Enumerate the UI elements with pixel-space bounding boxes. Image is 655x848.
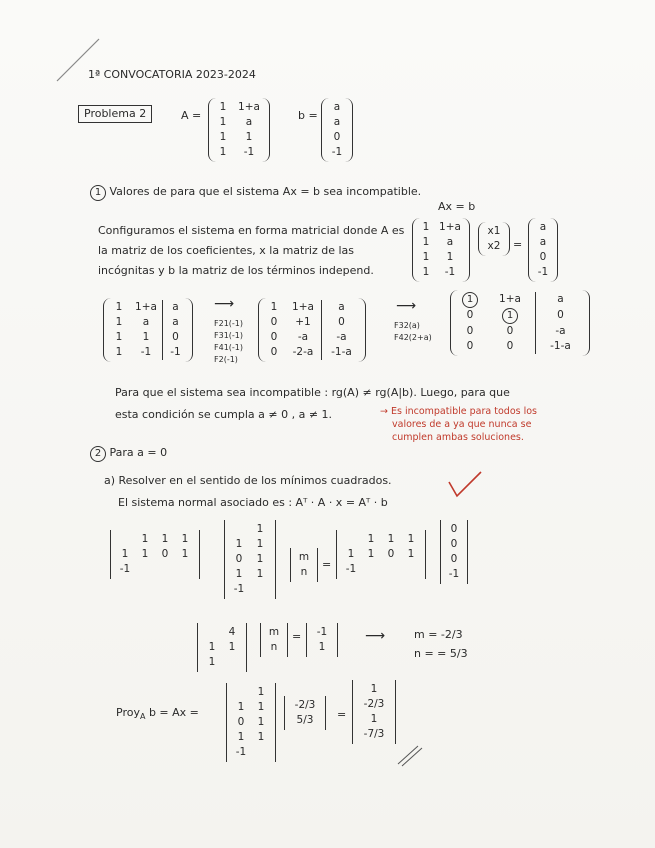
matrix-cell: 1 xyxy=(115,331,123,343)
matrix-cell: 1 xyxy=(245,131,253,143)
matrix-cell: 1 xyxy=(257,716,265,728)
matrix-cell: -1 xyxy=(444,266,456,278)
matrix-cell: 1 xyxy=(208,641,216,653)
matrix-cell: 1 xyxy=(318,641,326,653)
matrix-cell: -a xyxy=(535,324,585,339)
convocatoria-header: 1ª CONVOCATORIA 2023-2024 xyxy=(88,68,256,81)
matrix-cell: 1 xyxy=(446,251,454,263)
matrix-cell: 0 xyxy=(506,325,514,337)
matrix-cell: -1 xyxy=(448,568,460,580)
matrix-cell: x1 xyxy=(487,225,501,237)
row-ops-2 xyxy=(394,320,432,344)
matrix-cell: 1+a xyxy=(135,301,157,313)
matrix-cell: a xyxy=(162,315,188,330)
matrix-cell: -2/3 xyxy=(363,698,385,710)
matrix-cell: a xyxy=(162,300,188,315)
row-operation: F31(-1) xyxy=(214,331,243,340)
matrix-cell: a xyxy=(333,101,341,113)
augmented-matrix-1 xyxy=(103,298,193,362)
matrix-cell: 1+a xyxy=(499,293,521,305)
matrix-cell xyxy=(455,292,485,308)
pivot-circle: 1 xyxy=(502,308,518,324)
matrix-cell: 0 xyxy=(162,330,188,345)
matrix-cell: a xyxy=(321,300,361,315)
teacher-check-mark xyxy=(445,470,485,500)
matrix-cell: 1 xyxy=(161,533,169,545)
matrix-cell: -2/3 xyxy=(294,699,316,711)
matrix-cell: a xyxy=(333,116,341,128)
matrix-cell: 0 xyxy=(450,523,458,535)
matrix-cell: +1 xyxy=(295,316,311,328)
matrix-cell: 0 xyxy=(466,325,474,337)
matrix-cell: a xyxy=(539,221,547,233)
matrix-cell: 4 xyxy=(228,626,236,638)
row-operation: F21(-1) xyxy=(214,319,243,328)
matrix-cell: 0 xyxy=(161,548,169,560)
teacher-note-3: cumplen ambas soluciones. xyxy=(392,432,524,443)
matrix-cell: 1 xyxy=(228,641,236,653)
matrix-cell: 0 xyxy=(235,553,243,565)
matrix-cell: -7/3 xyxy=(363,728,385,740)
matrix-cell: 1 xyxy=(367,533,375,545)
vector-atb xyxy=(306,623,338,657)
matrix-cell: 1 xyxy=(121,548,129,560)
matrix-a-proj xyxy=(226,683,276,762)
matrix-cell: 1 xyxy=(115,346,123,358)
matrix-cell: -1 xyxy=(316,626,328,638)
row-operation: F2(-1) xyxy=(214,355,238,364)
matrix-cell: -1 xyxy=(119,563,131,575)
solution-n: n = = 5/3 xyxy=(414,647,468,660)
matrix-cell: 1 xyxy=(422,251,430,263)
matrix-cell: 1 xyxy=(347,548,355,560)
vector-mn-2 xyxy=(260,623,288,657)
matrix-cell: a xyxy=(142,316,150,328)
matrix-cell: 1 xyxy=(370,683,378,695)
matrix-cell: -1 xyxy=(243,146,255,158)
item-2-number: 2 xyxy=(90,446,106,462)
matrix-cell: 1 xyxy=(142,331,150,343)
matrix-cell: 1 xyxy=(237,731,245,743)
equals-sign: = xyxy=(513,238,523,251)
matrix-cell: -1 xyxy=(235,746,247,758)
matrix-ata xyxy=(197,623,247,672)
matrix-a-transpose-1 xyxy=(110,530,200,579)
item-1-text: Valores de para que el sistema Ax = b sea incompatible. xyxy=(109,185,422,198)
matrix-cell: n xyxy=(270,641,278,653)
matrix-cell: 0 xyxy=(539,251,547,263)
matrix-cell: 1+a xyxy=(292,301,314,313)
vector-b-system xyxy=(528,218,558,282)
arrow-1: ⟶ xyxy=(214,296,235,312)
matrix-cell: -2-a xyxy=(292,346,314,358)
matrix-cell: 1 xyxy=(407,533,415,545)
matrix-cell: 1 xyxy=(181,533,189,545)
item-1-line-2: la matriz de los coeficientes, x la matriz de las xyxy=(98,244,354,257)
augmented-matrix-2 xyxy=(258,298,366,362)
matrix-cell: -1 xyxy=(140,346,152,358)
matrix-cell: 0 xyxy=(270,346,278,358)
teacher-note-1: → Es incompatible para todos los xyxy=(380,406,538,417)
vector-proj-result xyxy=(352,680,396,744)
matrix-cell: -1 xyxy=(331,146,343,158)
augmented-matrix-3 xyxy=(450,290,590,356)
item-2-title xyxy=(90,446,167,462)
matrix-cell: 0 xyxy=(387,548,395,560)
item-1-line-3: incógnitas y b la matriz de los términos independ. xyxy=(98,264,374,277)
vector-b xyxy=(321,98,353,162)
matrix-cell: 1 xyxy=(115,301,123,313)
matrix-cell: 1 xyxy=(181,548,189,560)
matrix-cell: 1 xyxy=(407,548,415,560)
matrix-cell: 1 xyxy=(219,101,227,113)
matrix-cell: 0 xyxy=(237,716,245,728)
matrix-cell: 0 xyxy=(450,553,458,565)
matrix-cell: 0 xyxy=(466,340,474,352)
matrix-cell: 1 xyxy=(256,523,264,535)
a-matrix-label: A = xyxy=(181,109,202,122)
arrow-2: ⟶ xyxy=(396,298,417,314)
pivot-circle: 1 xyxy=(462,292,478,308)
matrix-cell: 1 xyxy=(256,538,264,550)
equals-sign-4: = xyxy=(337,708,347,721)
matrix-cell: -1 xyxy=(537,266,549,278)
matrix-cell: 5/3 xyxy=(296,714,314,726)
matrix-a-a0 xyxy=(224,520,276,599)
matrix-cell: 0 xyxy=(506,340,514,352)
matrix-cell: 0 xyxy=(535,308,585,324)
matrix-cell: -1 xyxy=(233,583,245,595)
matrix-cell: 0 xyxy=(270,316,278,328)
vector-x xyxy=(478,222,510,256)
proj-word: Proy xyxy=(116,706,140,719)
arrow-3: ⟶ xyxy=(365,628,386,644)
matrix-cell: a xyxy=(535,292,585,308)
condition-line-1: Para que el sistema sea incompatible : rg(A) ≠ rg(A|b). Luego, para que xyxy=(115,386,510,399)
matrix-cell: -1-a xyxy=(321,345,361,360)
matrix-cell: 0 xyxy=(333,131,341,143)
matrix-cell: 1 xyxy=(256,568,264,580)
matrix-cell xyxy=(485,308,535,324)
problema-label: Problema 2 xyxy=(78,105,152,123)
matrix-cell: 1 xyxy=(219,146,227,158)
row-ops-1 xyxy=(214,318,243,366)
vector-b-a0 xyxy=(440,520,468,584)
matrix-cell: 1 xyxy=(256,553,264,565)
proj-sub: A xyxy=(139,712,146,722)
matrix-cell: 1 xyxy=(219,116,227,128)
matrix-cell: 1 xyxy=(422,221,430,233)
matrix-cell: 1 xyxy=(235,538,243,550)
matrix-a-transpose-2 xyxy=(336,530,426,579)
double-underline-mark xyxy=(396,742,426,768)
vector-mn xyxy=(290,548,318,582)
row-operation: F32(a) xyxy=(394,321,420,330)
matrix-cell: 1 xyxy=(235,568,243,580)
item-1-number: 1 xyxy=(90,185,106,201)
proj-rest: b = Ax = xyxy=(148,706,199,719)
matrix-cell: 1 xyxy=(237,701,245,713)
matrix-cell: 0 xyxy=(270,331,278,343)
matrix-cell: -1-a xyxy=(535,339,585,354)
matrix-a-system xyxy=(412,218,470,282)
matrix-cell: a xyxy=(446,236,454,248)
matrix-cell: 1+a xyxy=(238,101,260,113)
matrix-cell: -a xyxy=(321,330,361,345)
teacher-note-2: valores de a ya que nunca se xyxy=(392,419,532,430)
matrix-cell: 1 xyxy=(208,656,216,668)
row-operation: F42(2+a) xyxy=(394,333,432,342)
normal-system: El sistema normal asociado es : Aᵀ · A · x = Aᵀ · b xyxy=(118,496,388,509)
matrix-cell: 1 xyxy=(422,266,430,278)
matrix-cell: 1 xyxy=(257,701,265,713)
matrix-cell: a xyxy=(539,236,547,248)
matrix-cell: -1 xyxy=(162,345,188,360)
matrix-cell: n xyxy=(300,566,308,578)
matrix-cell: 1 xyxy=(141,548,149,560)
matrix-cell: 1 xyxy=(141,533,149,545)
vector-x-proj xyxy=(284,696,326,730)
equals-sign-3: = xyxy=(292,630,302,643)
matrix-cell: 1 xyxy=(370,713,378,725)
matrix-cell: -a xyxy=(297,331,309,343)
matrix-cell: 0 xyxy=(321,315,361,330)
matrix-cell: 0 xyxy=(466,309,474,321)
solution-m: m = -2/3 xyxy=(414,628,463,641)
axb-equation: Ax = b xyxy=(438,200,476,213)
matrix-cell: 1 xyxy=(115,316,123,328)
part-a-title: a) Resolver en el sentido de los mínimos cuadrados. xyxy=(104,474,392,487)
item-1-title xyxy=(90,185,421,201)
matrix-cell: 1 xyxy=(257,731,265,743)
equals-sign-2: = xyxy=(322,558,332,571)
matrix-cell: 1 xyxy=(257,686,265,698)
matrix-cell: x2 xyxy=(487,240,501,252)
matrix-cell: 1 xyxy=(270,301,278,313)
matrix-cell: 1 xyxy=(422,236,430,248)
matrix-cell: 0 xyxy=(450,538,458,550)
matrix-cell: 1 xyxy=(367,548,375,560)
matrix-a xyxy=(208,98,270,162)
matrix-cell: a xyxy=(245,116,253,128)
matrix-cell: 1 xyxy=(219,131,227,143)
condition-line-2: esta condición se cumpla a ≠ 0 , a ≠ 1. xyxy=(115,408,333,421)
matrix-cell: 1+a xyxy=(439,221,461,233)
proj-label xyxy=(116,706,199,724)
item-2-text: Para a = 0 xyxy=(109,446,168,459)
matrix-cell: m xyxy=(298,551,310,563)
matrix-cell: -1 xyxy=(345,563,357,575)
b-vector-label: b = xyxy=(298,109,318,122)
matrix-cell: m xyxy=(268,626,280,638)
item-1-line-1: Configuramos el sistema en forma matricial donde A es xyxy=(98,224,405,237)
row-operation: F41(-1) xyxy=(214,343,243,352)
matrix-cell: 1 xyxy=(387,533,395,545)
